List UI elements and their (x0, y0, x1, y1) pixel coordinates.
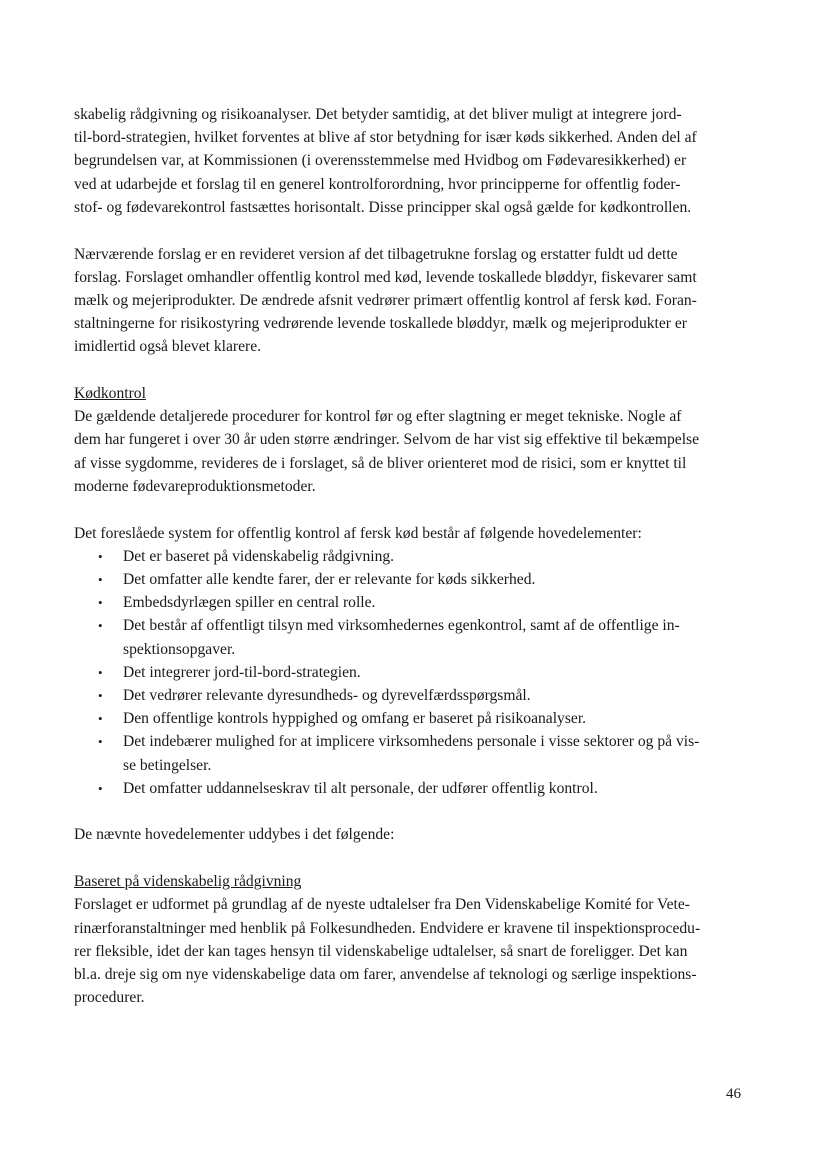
list-item-text: Det er baseret på videnskabelig rådgivning. (123, 547, 395, 565)
main-elements-list (74, 545, 754, 800)
paragraph-elements-elaborated (74, 823, 754, 846)
list-item-text: Det består af offentligt tilsyn med virksomhedernes egenkontrol, samt af de offentlige in- (123, 617, 680, 635)
list-item-text: Det omfatter alle kendte farer, der er relevante for køds sikkerhed. (123, 570, 536, 588)
list-item (74, 707, 754, 730)
text-line: bl.a. dreje sig om nye videnskabelige data om farer, anvendelse af teknologi og særlige inspektions- (74, 966, 697, 983)
page-number: 46 (726, 1086, 741, 1102)
bullet-icon: • (98, 571, 103, 587)
paragraph-spacer (74, 498, 754, 522)
text-line: imidlertid også blevet klarere. (74, 338, 262, 356)
list-item-text: Det integrerer jord-til-bord-strategien. (123, 663, 361, 681)
paragraph-spacer (74, 219, 754, 243)
text-line: skabelig rådgivning og risikoanalyser. Det betyder samtidig, at det bliver muligt at integrere jord- (74, 106, 682, 123)
text-line: mælk og mejeriprodukter. De ændrede afsnit vedrører primært offentlig kontrol af fersk kød. Foran- (74, 291, 697, 309)
list-item (74, 614, 754, 660)
text-line: Nærværende forslag er en revideret version af det tilbagetrukne forslag og erstatter fuldt ud dette (74, 245, 678, 263)
text-line: De gældende detaljerede procedurer for kontrol før og efter slagtning er meget tekniske. Nogle af (74, 408, 682, 426)
bullet-icon: • (98, 734, 103, 750)
paragraph-intro-continuation (74, 103, 754, 219)
section-heading-baseret: Baseret på videnskabelig rådgivning (74, 873, 302, 891)
paragraph-kodkontrol (74, 405, 754, 498)
text-line: af visse sygdomme, revideres de i forslaget, så de bliver orienteret mod de risici, som er knyttet til (74, 454, 687, 472)
list-item (74, 777, 754, 800)
text-line: dem har fungeret i over 30 år uden større ændringer. Selvom de har vist sig effektive til bekæmpelse (74, 431, 700, 449)
bullet-icon: • (98, 618, 103, 634)
bullet-icon: • (98, 548, 103, 564)
text-line: staltningerne for risikostyring vedrørende levende toskallede bløddyr, mælk og mejeriprodukter er (74, 315, 687, 333)
text-line: procedurer. (74, 989, 145, 1007)
paragraph-spacer (74, 359, 754, 383)
bullet-icon: • (98, 687, 103, 703)
section-heading-kodkontrol: Kødkontrol (74, 385, 146, 403)
bullet-icon: • (98, 664, 103, 680)
text-line: moderne fødevareproduktionsmetoder. (74, 477, 316, 495)
paragraph-revised-proposal (74, 243, 754, 359)
list-item-text: spektionsopgaver. (123, 640, 236, 658)
text-line: rer fleksible, idet der kan tages hensyn til videnskabelige udtalelser, så snart de foreligger. Det kan (74, 942, 688, 960)
list-item (74, 545, 754, 568)
list-item (74, 661, 754, 684)
text-line: Det foreslåede system for offentlig kontrol af fersk kød består af følgende hovedelementer: (74, 524, 642, 542)
text-line: ved at udarbejde et forslag til en generel kontrolforordning, hvor principperne for offentlig foder- (74, 175, 681, 193)
bullet-icon: • (98, 595, 103, 611)
list-item (74, 730, 754, 776)
text-line: stof- og fødevarekontrol fastsættes horisontalt. Disse principper skal også gælde for kødkontrollen. (74, 198, 692, 216)
list-item-text: Embedsdyrlægen spiller en central rolle. (123, 594, 376, 612)
list-item (74, 684, 754, 707)
paragraph-spacer (74, 800, 754, 824)
list-item-text: Det indebærer mulighed for at implicere virksomhedens personale i visse sektorer og på vis- (123, 733, 700, 751)
text-line: forslag. Forslaget omhandler offentlig kontrol med kød, levende toskallede bløddyr, fiskevarer samt (74, 268, 697, 286)
text-line: De nævnte hovedelementer uddybes i det følgende: (74, 826, 395, 844)
text-line: til-bord-strategien, hvilket forventes at blive af stor betydning for især køds sikkerhed. Anden del af (74, 129, 697, 147)
paragraph-spacer (74, 847, 754, 871)
list-item-text: Det omfatter uddannelseskrav til alt personale, der udfører offentlig kontrol. (123, 779, 598, 797)
text-line: rinærforanstaltninger med henblik på Folkesundheden. Endvidere er kravene til inspektionsprocedu- (74, 919, 701, 937)
bullet-icon: • (98, 780, 103, 796)
paragraph-baseret (74, 893, 754, 1009)
bullet-icon: • (98, 711, 103, 727)
list-item (74, 568, 754, 591)
list-item-text: Det vedrører relevante dyresundheds- og dyrevelfærdsspørgsmål. (123, 686, 531, 704)
list-item-text: Den offentlige kontrols hyppighed og omfang er baseret på risikoanalyser. (123, 710, 587, 728)
text-line: Forslaget er udformet på grundlag af de nyeste udtalelser fra Den Videnskabelige Komité for Vete- (74, 896, 690, 914)
list-item-text: se betingelser. (123, 756, 212, 774)
list-item (74, 591, 754, 614)
document-page (74, 103, 754, 1009)
text-line: begrundelsen var, at Kommissionen (i overensstemmelse med Hvidbog om Fødevaresikkerhed) er (74, 152, 687, 170)
paragraph-system-intro (74, 522, 754, 545)
